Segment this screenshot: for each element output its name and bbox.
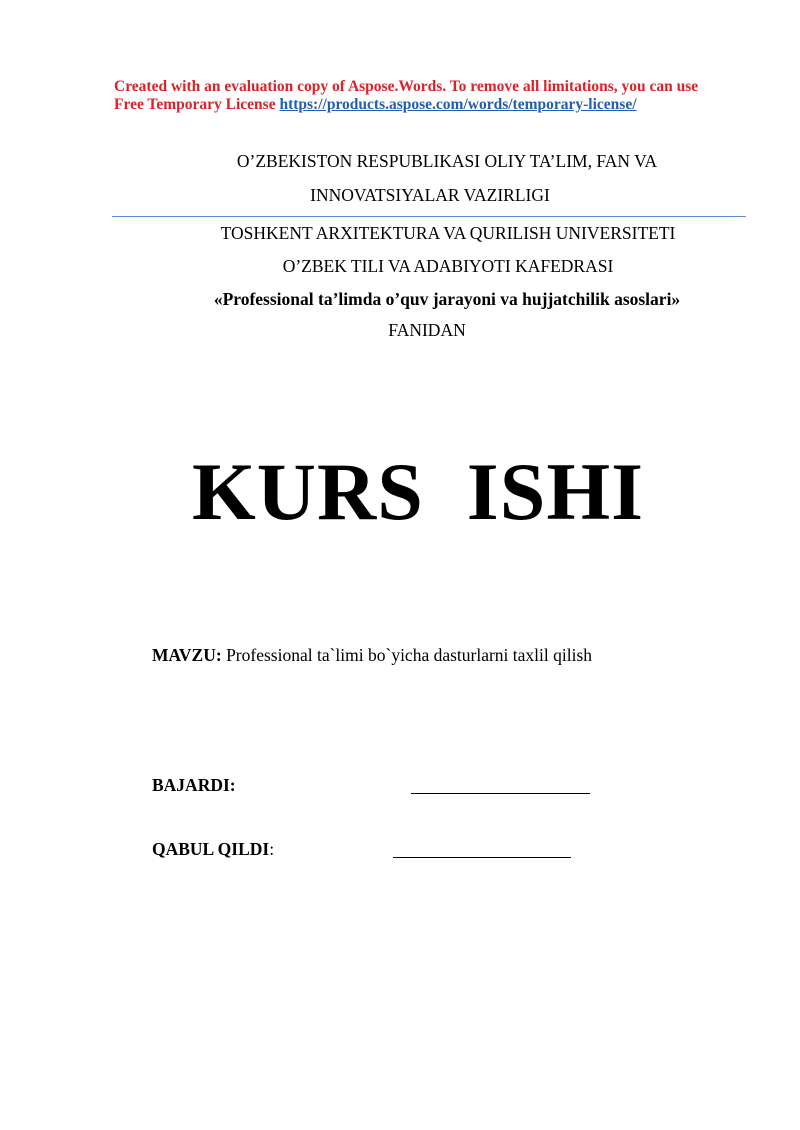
bajardi-label: BAJARDI: bbox=[152, 775, 236, 795]
course-name: «Professional ta’limda o’quv jarayoni va hujjatchilik asoslari» bbox=[213, 289, 681, 309]
evaluation-watermark bbox=[114, 78, 754, 114]
fanidan-label: FANIDAN bbox=[388, 320, 466, 340]
qabul-signature-line bbox=[393, 857, 571, 858]
qabul-label: QABUL QILDI bbox=[152, 839, 270, 859]
qabul-colon: : bbox=[269, 839, 275, 859]
university-name: TOSHKENT ARXITEKTURA VA QURILISH UNIVERSITETI bbox=[220, 223, 676, 243]
topic-value: Professional ta`limi bo`yicha dasturlarni taxlil qilish bbox=[221, 645, 593, 665]
license-link[interactable]: https://products.aspose.com/words/temporary-license/ bbox=[279, 96, 637, 113]
watermark-line-1: Created with an evaluation copy of Aspose.Words. To remove all limitations, you can use bbox=[114, 78, 699, 95]
department-name: O’ZBEK TILI VA ADABIYOTI KAFEDRASI bbox=[282, 256, 614, 276]
ministry-line-2: INNOVATSIYALAR VAZIRLIGI bbox=[310, 185, 550, 205]
topic-label: MAVZU: bbox=[152, 645, 222, 665]
qabul-row bbox=[152, 838, 274, 860]
watermark-line-2 bbox=[114, 96, 754, 114]
document-title: KURS ISHI bbox=[191, 446, 645, 537]
watermark-prefix: Free Temporary License bbox=[114, 96, 280, 113]
ministry-line-1: O’ZBEKISTON RESPUBLIKASI OLIY TA’LIM, FAN VA bbox=[236, 151, 658, 171]
topic-row bbox=[152, 644, 592, 666]
header-divider bbox=[112, 216, 746, 217]
bajardi-signature-line bbox=[411, 793, 590, 794]
